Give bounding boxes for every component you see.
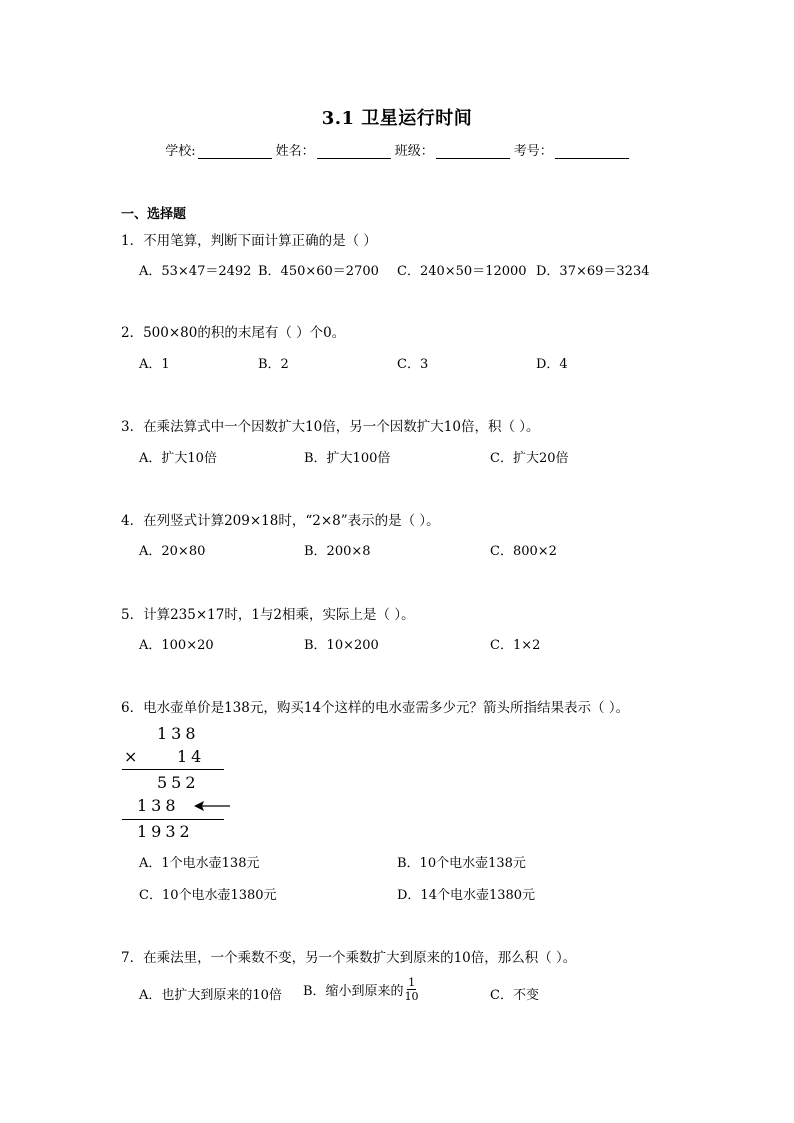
- school-label: 学校:: [165, 144, 196, 159]
- question-5-option-a[interactable]: A．100×20: [139, 638, 214, 653]
- question-3-option-c[interactable]: C．扩大20倍: [490, 451, 569, 466]
- calc-partial-product-2: 138: [137, 796, 180, 815]
- question-7-option-b-text: B．缩小到原来的: [303, 984, 404, 999]
- question-3-option-b[interactable]: B．扩大100倍: [304, 451, 391, 466]
- student-info-row: [0, 140, 794, 159]
- question-1-option-a[interactable]: A．53×47＝2492: [139, 264, 252, 279]
- question-7-stem: 7．在乘法里，一个乘数不变，另一个乘数扩大到原来的10倍，那么积（ ）。: [121, 950, 577, 966]
- question-6-option-c[interactable]: C．10个电水壶1380元: [139, 888, 277, 903]
- exam-no-label: 考号：: [513, 144, 553, 159]
- class-field[interactable]: [395, 140, 510, 159]
- vertical-multiplication: [120, 722, 240, 842]
- calc-line-1: [122, 769, 224, 770]
- class-blank[interactable]: [436, 143, 510, 159]
- arrow-left-icon: [192, 799, 232, 813]
- name-blank[interactable]: [317, 143, 391, 159]
- calc-multiplicand: 138: [157, 724, 200, 743]
- question-2-option-a[interactable]: A．1: [139, 357, 170, 372]
- question-3-stem: 3．在乘法算式中一个因数扩大10倍，另一个因数扩大10倍，积（ ）。: [121, 419, 540, 435]
- question-5-option-c[interactable]: C．1×2: [490, 638, 541, 653]
- question-6-option-b[interactable]: B．10个电水壶138元: [397, 856, 526, 871]
- question-6-option-d[interactable]: D．14个电水壶1380元: [397, 888, 536, 903]
- calc-partial-product-1: 552: [157, 773, 200, 792]
- calc-multiplier: 14: [177, 747, 206, 766]
- question-1-option-c[interactable]: C．240×50＝12000: [397, 264, 527, 279]
- question-6-stem: 6．电水壶单价是138元，购买14个这样的电水壶需多少元？箭头所指结果表示（ ）。: [121, 700, 630, 716]
- calc-times-sign: ×: [124, 747, 142, 766]
- fraction-one-tenth: [405, 977, 419, 1002]
- question-4-option-a[interactable]: A．20×80: [139, 544, 206, 559]
- exam-no-field[interactable]: [514, 140, 629, 159]
- question-4-option-c[interactable]: C．800×2: [490, 544, 557, 559]
- name-field[interactable]: [276, 140, 391, 159]
- fraction-denominator: 10: [404, 990, 419, 1003]
- question-7-option-a[interactable]: A．也扩大到原来的10倍: [139, 988, 282, 1003]
- question-5-stem: 5．计算235×17时，1与2相乘，实际上是（ ）。: [121, 607, 415, 623]
- page-title: 3.1 卫星运行时间: [321, 108, 473, 129]
- question-4-option-b[interactable]: B．200×8: [304, 544, 371, 559]
- question-6-option-a[interactable]: A．1个电水壶138元: [139, 856, 260, 871]
- question-7-option-c[interactable]: C．不变: [490, 988, 539, 1003]
- calc-product: 1932: [137, 822, 194, 841]
- exam-no-blank[interactable]: [555, 143, 629, 159]
- calc-line-2: [122, 819, 224, 820]
- question-1-stem: 1．不用笔算，判断下面计算正确的是（ ）: [121, 233, 377, 249]
- question-5-option-b[interactable]: B．10×200: [304, 638, 379, 653]
- question-2-option-c[interactable]: C．3: [397, 357, 429, 372]
- question-3-option-a[interactable]: A．扩大10倍: [139, 451, 217, 466]
- question-7-option-b[interactable]: [303, 977, 419, 1002]
- question-2-option-b[interactable]: B．2: [258, 357, 289, 372]
- question-1-option-b[interactable]: B．450×60＝2700: [258, 264, 379, 279]
- question-2-option-d[interactable]: D．4: [536, 357, 568, 372]
- question-4-stem: 4．在列竖式计算209×18时，“2×8”表示的是（ ）。: [121, 513, 440, 529]
- school-blank[interactable]: [198, 143, 272, 159]
- section-heading: 一、选择题: [121, 207, 187, 222]
- question-2-stem: 2．500×80的积的末尾有（ ）个0。: [121, 325, 346, 341]
- class-label: 班级：: [394, 144, 434, 159]
- school-field[interactable]: [165, 140, 271, 159]
- fraction-numerator: 1: [408, 976, 416, 989]
- question-1-option-d[interactable]: D．37×69＝3234: [536, 264, 650, 279]
- name-label: 姓名：: [275, 144, 315, 159]
